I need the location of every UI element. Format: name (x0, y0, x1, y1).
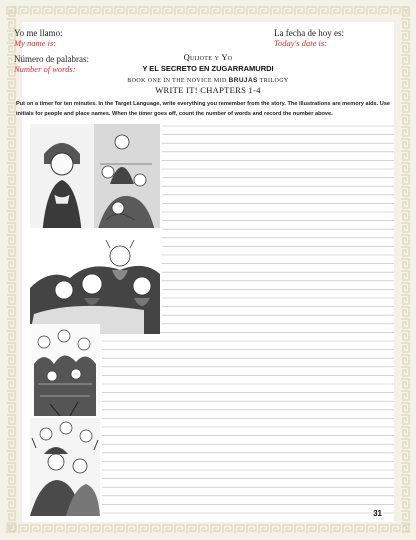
illustration-kids-on-couch (30, 228, 160, 334)
trilogy-pre: BOOK ONE IN THE NOVICE MID (127, 78, 227, 84)
book-title: Y EL SECRETO EN ZUGARRAMURDI (142, 64, 274, 73)
illustration-girl-and-family (30, 124, 160, 236)
page-sheet (6, 6, 410, 534)
illustration-group-celebration (30, 418, 100, 516)
activity-title: WRITE IT! CHAPTERS 1-4 (155, 85, 261, 95)
greek-key-border-right (400, 6, 410, 534)
words-label: Número de palabras: (14, 54, 89, 64)
name-label-english: My name is: (14, 38, 57, 48)
instructions: Put on a timer for ten minutes. In the Target Language, write everything you remember from the story. The illustrations are memory aids. Use initials for people and place names. When the timer goes off, count the number of words and record the number above. (16, 101, 391, 117)
trilogy-post: TRILOGY (259, 78, 289, 84)
series-title: Quijote y Yo (183, 52, 233, 62)
date-label: La fecha de hoy es: (274, 28, 344, 38)
greek-key-border-bottom (6, 524, 410, 534)
worksheet-page (14, 22, 394, 522)
page-number: 31 (373, 509, 382, 518)
greek-key-border-top (6, 6, 410, 16)
illustration-crowd-procession (30, 324, 100, 416)
date-label-english: Today's date is: (274, 38, 327, 48)
name-label: Yo me llamo: (14, 28, 63, 38)
brujas-logo: BRUJAS (228, 77, 258, 84)
greek-key-border-left (6, 6, 16, 534)
words-label-english: Number of words: (14, 64, 76, 74)
